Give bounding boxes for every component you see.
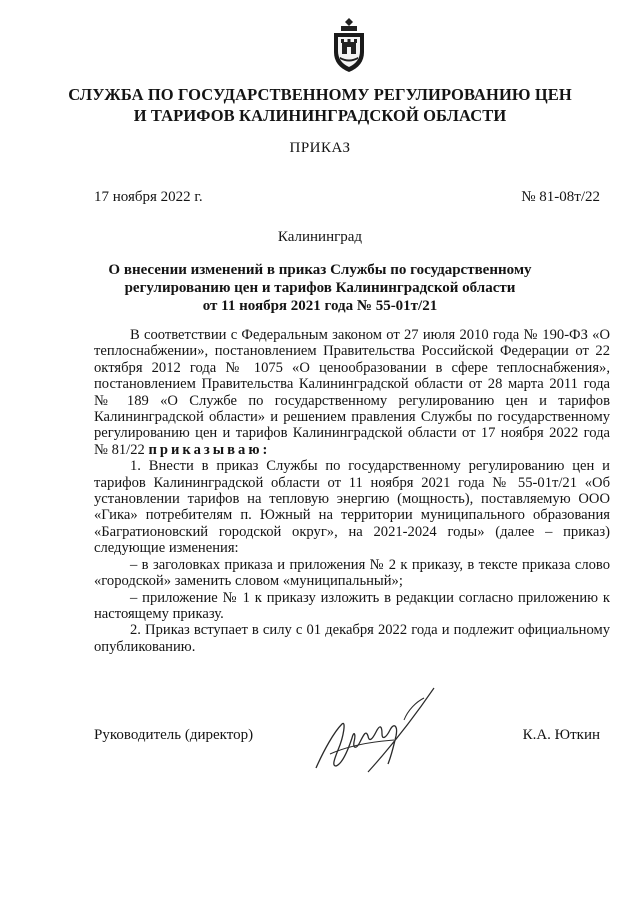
- document-number: № 81-08т/22: [521, 189, 600, 205]
- document-type: ПРИКАЗ: [289, 140, 351, 156]
- signatory-role: Руководитель (директор): [94, 727, 254, 743]
- org-line-1: СЛУЖБА ПО ГОСУДАРСТВЕННОМУ РЕГУЛИРОВАНИЮ ЦЕН: [68, 85, 572, 104]
- preamble-text: В соответствии с Федеральным законом от 27 июля 2010 года № 190-ФЗ «О теплоснабжении», постановлением Правительства Российской Федерации от 22 октября 2012 года № 1075 «О ценообразовании в сфере теплоснабжения», постановлением Правительства Калининградской области от 28 марта 2011 года № 189 «О Службе по государственному регулированию цен и тарифов Калининградской области» и решением правления Службы по государственному регулированию цен и тарифов Калининградской области от 17 ноября 2022 года № 81/22: [94, 327, 610, 458]
- item-1-a: – в заголовках приказа и приложения № 2 к приказу, в тексте приказа слово «городской» заменить словом «муниципальный»;: [94, 556, 610, 590]
- subject-line-1: О внесении изменений в приказ Службы по государственному: [108, 262, 532, 278]
- item-1-b: – приложение № 1 к приказу изложить в редакции согласно приложению к настоящему приказу.: [94, 589, 610, 622]
- document-city: Калининград: [277, 229, 363, 245]
- item-2: 2. Приказ вступает в силу с 01 декабря 2022 года и подлежит официальному опубликованию.: [94, 622, 610, 655]
- preamble-paragraph: [94, 327, 610, 458]
- document-date: 17 ноября 2022 г.: [94, 189, 203, 205]
- document-subject: [0, 261, 640, 315]
- signatory-name: К.А. Юткин: [522, 727, 600, 743]
- subject-line-3: от 11 ноября 2021 года № 55-01т/21: [202, 298, 438, 314]
- item-1: 1. Внести в приказ Службы по государственному регулированию цен и тарифов Калининградской области от 11 ноября 2021 года № 55-01т/21 «Об установлении тарифов на тепловую энергию (мощность), поставляемую ООО «Гика» потребителям п. Южный на территории муниципального образования «Багратионовский городской округ», на 2021-2024 годы» (далее – приказ) следующие изменения:: [94, 458, 610, 557]
- coat-of-arms-icon: [330, 16, 368, 74]
- handwritten-signature: [308, 680, 448, 782]
- subject-line-2: регулированию цен и тарифов Калининградской области: [124, 280, 516, 296]
- org-line-2: И ТАРИФОВ КАЛИНИНГРАДСКОЙ ОБЛАСТИ: [133, 106, 507, 125]
- document-body: [94, 327, 610, 655]
- orders-word: приказываю:: [148, 441, 271, 458]
- organization-name: [0, 84, 640, 126]
